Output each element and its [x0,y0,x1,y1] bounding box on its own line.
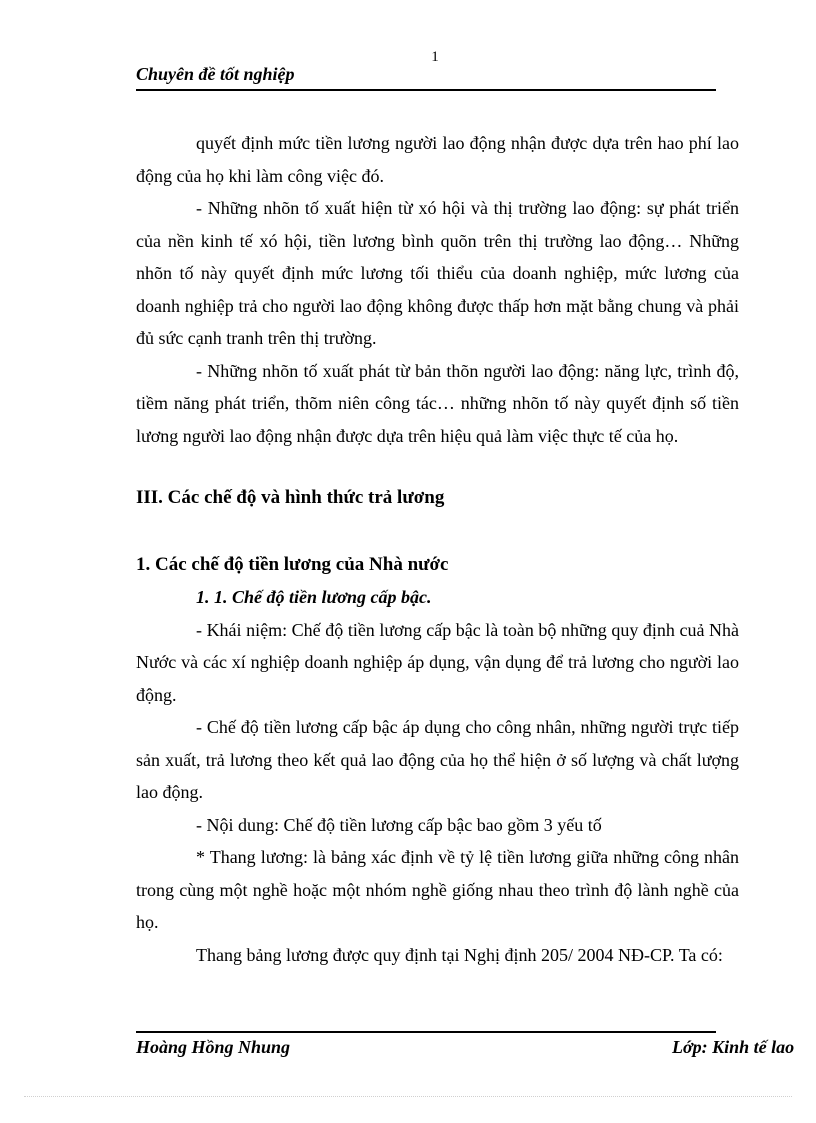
page-edge-divider [24,1096,792,1097]
subsection-heading: 1. Các chế độ tiền lương của Nhà nước [136,553,449,575]
subsubsection-heading: 1. 1. Chế độ tiền lương cấp bậc. [196,587,432,607]
header-title: Chuyên đề tốt nghiệp [136,64,295,84]
paragraph: - Chế độ tiền lương cấp bậc áp dụng cho công nhân, những người trực tiếp sản xuất, trả lương theo kết quả lao động của họ thể hiện ở số lượng và chất lượng lao động. [136,717,739,802]
footer-author: Hoàng Hồng Nhung [136,1037,291,1057]
paragraph: - Những nhõn tố xuất phát từ bản thõn người lao động: năng lực, trình độ, tiềm năng phát triển, thõm niên công tác… những nhõn tố này quyết định số tiền lương người lao động nhận được dựa trên hiệu quả làm việc thực tế của họ. [136,360,739,446]
paragraph: - Nội dung: Chế độ tiền lương cấp bậc bao gồm 3 yếu tố [196,814,602,835]
paragraph: Thang bảng lương được quy định tại Nghị định 205/ 2004 NĐ-CP. Ta có: [196,944,723,965]
paragraph: - Những nhõn tố xuất hiện từ xó hội và thị trường lao động: sự phát triển của nền kinh tế xó hội, tiền lương bình quõn trên thị trường lao động… Những nhõn tố này quyết định mức lương tối thiểu của doanh nghiệp, mức lương của doanh nghiệp trả cho người lao động không được thấp hơn mặt bằng chung và phải đủ sức cạnh tranh trên thị trường. [136,198,739,348]
paragraph: quyết định mức tiền lương người lao động nhận được dựa trên hao phí lao động của họ khi làm công việc đó. [136,133,739,186]
footer-divider [136,1031,716,1033]
page-number: 1 [431,49,439,65]
footer-class: Lớp: Kinh tế lao [672,1037,795,1057]
header-divider [136,89,716,91]
document-body [136,127,739,971]
section-heading: III. Các chế độ và hình thức trả lương [136,487,445,508]
paragraph: * Thang lương: là bảng xác định về tỷ lệ tiền lương giữa những công nhân trong cùng một nghề hoặc một nhóm nghề giống nhau theo trình độ lành nghề của họ. [136,847,739,932]
paragraph: - Khái niệm: Chế độ tiền lương cấp bậc là toàn bộ những quy định cuả Nhà Nước và các xí nghiệp doanh nghiệp áp dụng, vận dụng để trả lương cho người lao động. [136,619,739,705]
